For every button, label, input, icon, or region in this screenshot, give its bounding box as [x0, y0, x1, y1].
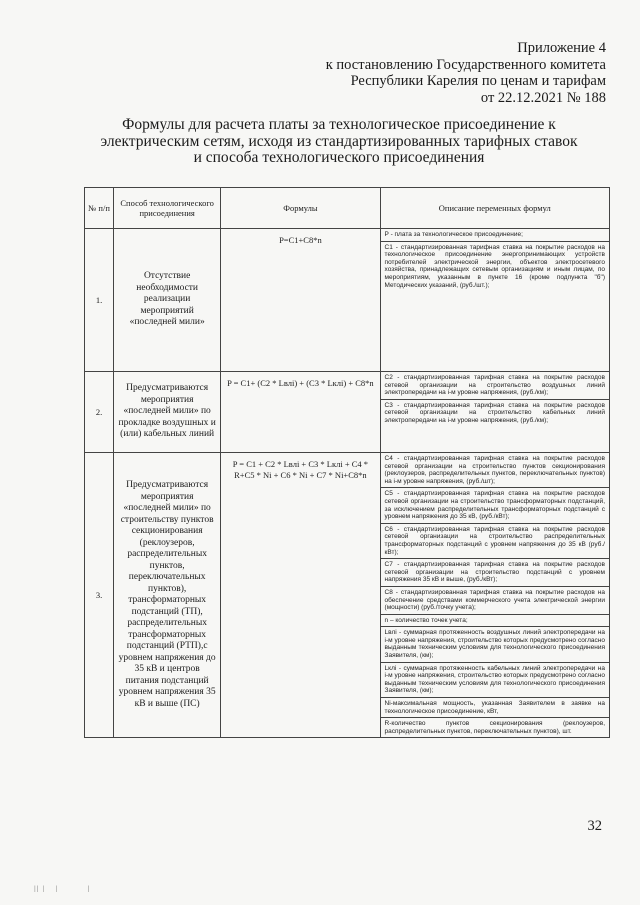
- row-method: Предусматриваются мероприятия «последней мили» по прокладке воздушных и (или) кабельных линий: [114, 372, 221, 453]
- desc-item: Lклi - суммарная протяженность кабельных линий электропередачи на i-м уровне напряжения, строительство которых предусмотрено согласно выданным техническим условиям для технологического присоединения Заявителя, (км);: [381, 662, 609, 695]
- row-method: Отсутствие необходимости реализации мероприятий «последней мили»: [114, 229, 221, 372]
- row-num: 1.: [85, 229, 114, 372]
- row-desc: [380, 229, 609, 372]
- desc-item: Ni-максимальная мощность, указанная Заявителем в заявке на технологическое присоединение, кВт,: [381, 697, 609, 715]
- desc-item: C5 - стандартизированная тарифная ставка на покрытие расходов сетевой организации на строительство трансформаторных подстанций, за исключением распределительных трансформаторных подстанций с уровнем напряжения до 35 кВ, (руб./кВт);: [381, 487, 609, 520]
- appendix-line: к постановлению Государственного комитета: [325, 56, 606, 73]
- desc-item: C2 - стандартизированная тарифная ставка на покрытие расходов сетевой организации на строительство воздушных линий электропередачи на i-м уровне напряжения, (руб./км);: [384, 374, 605, 397]
- appendix-line: от 22.12.2021 № 188: [480, 89, 606, 106]
- header-num: № п/п: [85, 188, 114, 229]
- row-num: 3.: [85, 453, 114, 738]
- row-desc: [380, 453, 609, 738]
- appendix-header: [226, 40, 606, 106]
- desc-item: C1 - стандартизированная тарифная ставка на покрытие расходов на технологическое присоединение энергопринимающих устройств потребителей электрической энергии, объектов электросетевого хозяйства, принадлежащих сетевым организациям и иным лицам, по мероприятиям, указанным в пункте 16 (кроме подпункта "б") Методических указаний, (руб./шт.);: [381, 241, 609, 290]
- formula-table: [84, 187, 610, 738]
- desc-item: R-количество пунктов секционирования (реклоузеров, распределительных пунктов, переключательных пунктов), шт.: [381, 717, 609, 735]
- row-formula: P = C1 + C2 * Lвлi + C3 * Lклi + C4 * R+C5 * Ni + C6 * Ni + C7 * Ni+C8*n: [221, 453, 380, 738]
- desc-item: C8 - стандартизированная тарифная ставка на покрытие расходов на обеспечение средствами коммерческого учета электрической энергии (мощности) (руб./точку учета);: [381, 586, 609, 612]
- desc-item: Lвлi - суммарная протяженность воздушных линий электропередачи на i-м уровне напряжения, строительство которых предусмотрено согласно выданным техническим условиям для технологического присоединения Заявителя, (км);: [381, 626, 609, 659]
- desc-item: C3 - стандартизированная тарифная ставка на покрытие расходов сетевой организации на строительство кабельных линий электропередачи на i-м уровне напряжения, (руб./км);: [381, 399, 609, 425]
- row-formula: P = C1+ (C2 * Lвлi) + (C3 * Lклi) + C8*n: [221, 372, 380, 453]
- table-row: [85, 229, 610, 372]
- desc-item: P - плата за технологическое присоединение;: [384, 231, 523, 238]
- scan-marks: ǀǀ ǀ ǀ ǀ: [34, 884, 91, 894]
- row-formula: P=C1+C8*n: [221, 229, 380, 372]
- desc-item: n – количество точек учета;: [381, 614, 609, 625]
- header-method: Способ технологического присоединения: [114, 188, 221, 229]
- desc-item: C7 - стандартизированная тарифная ставка на покрытие расходов сетевой организации на строительство подстанций с уровнем напряжения 35 кВ и выше, (руб./кВт);: [381, 558, 609, 584]
- row-num: 2.: [85, 372, 114, 453]
- appendix-line: Приложение 4: [517, 40, 606, 56]
- header-desc: Описание переменных формул: [380, 188, 609, 229]
- desc-item: C4 - стандартизированная тарифная ставка на покрытие расходов сетевой организации на строительство пунктов секционирования (реклоузеров, распределительных пунктов, переключательных пунктов) на i-м уровне напряжения, (руб./шт);: [384, 455, 605, 485]
- table-row: [85, 453, 610, 738]
- table-header-row: [85, 188, 610, 229]
- document-title: Формулы для расчета платы за технологическое присоединение к электрическим сетям, исходя из стандартизированных тарифных ставок и способа технологического присоединения: [100, 116, 578, 166]
- appendix-line: Республики Карелия по ценам и тарифам: [350, 73, 606, 89]
- row-desc: [380, 372, 609, 453]
- table-row: [85, 372, 610, 453]
- page-number: 32: [587, 818, 602, 834]
- desc-item: C6 - стандартизированная тарифная ставка на покрытие расходов сетевой организации на строительство распределительных трансформаторных подстанций с уровнем напряжения до 35 кВ (руб./кВт);: [381, 523, 609, 556]
- header-formula: Формулы: [221, 188, 380, 229]
- row-method: Предусматриваются мероприятия «последней мили» по строительству пунктов секционирования (реклоузеров, распределительных пунктов, переключательных пунктов), трансформаторных подстанций (ТП), распределительных трансформаторных подстанций (РТП),с уровнем напряжения до 35 кВ и центров питания подстанций уровнем напряжения 35 кВ и выше (ПС): [114, 453, 221, 738]
